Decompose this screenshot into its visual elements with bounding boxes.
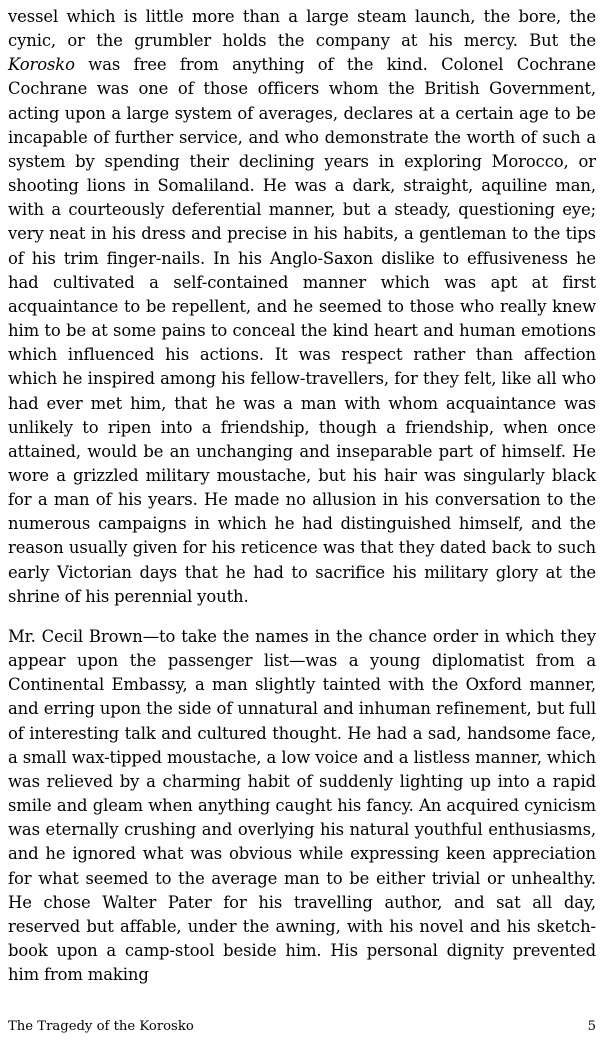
paragraph-text: Mr. Cecil Brown—to take the names in the chance order in which they appear upon the passenger list—was a young diplomatist from a Continental Embassy, a man slightly tainted with the Oxford manner, and erring upon the side of unnatural and inhuman refinement, but full of interesting talk and cultured thought. He had a sad, handsome face, a small wax-tipped moustache, a low voice and a listless manner, which was relieved by a charming habit of suddenly lighting up into a rapid smile and gleam when anything caught his fancy. An acquired cynicism was eternally crushing and overlying his natural youthful enthusiasms, and he ignored what was obvious while expressing keen appreciation for what seemed to the average man to be either trivial or unhealthy. He chose Walter Pater for his travelling author, and sat all day, reserved but affable, under the awning, with his novel and his sketch-book upon a camp-stool beside him. His personal dignity prevented him from making — [8, 627, 596, 985]
paragraph-colonel-cochrane — [8, 5, 596, 609]
paragraph-text-end: was free from anything of the kind. Colonel Cochrane Cochrane was one of those officers whom the British Government, acting upon a large system of averages, declares at a certain age to be incapable of further service, and who demonstrate the worth of such a system by spending their declining years in exploring Morocco, or shooting lions in Somaliland. He was a dark, straight, aquiline man, with a courteously deferential manner, but a steady, questioning eye; very neat in his dress and precise in his habits, a gentleman to the tips of his trim finger-nails. In his Anglo-Saxon dislike to effusiveness he had cultivated a self-contained manner which was apt at first acquaintance to be repellent, and he seemed to those who really knew him to be at some pains to conceal the kind heart and human emotions which influenced his actions. It was respect rather than affection which he inspired among his fellow-travellers, for they felt, like all who had ever met him, that he was a man with whom acquaintance was unlikely to ripen into a friendship, though a friendship, when once attained, would be an unchanging and inseparable part of himself. He wore a grizzled military moustache, but his hair was singularly black for a man of his years. He made no allusion in his conversation to the numerous campaigns in which he had distinguished himself, and the reason usually given for his reticence was that they dated back to such early Victorian days that he had to sacrifice his military glory at the shrine of his perennial youth. — [8, 55, 596, 606]
book-page — [8, 0, 596, 1052]
page-number: 5 — [587, 1019, 596, 1034]
page-footer — [8, 1016, 596, 1038]
paragraph-text-start: vessel which is little more than a large steam launch, the bore, the cynic, or the grumbler holds the company at his mercy. But the — [8, 7, 596, 51]
ship-name-emphasis: Korosko — [8, 55, 75, 75]
paragraph-text — [8, 5, 596, 609]
paragraph-cecil-brown — [8, 625, 596, 987]
running-footer-title: The Tragedy of the Korosko — [8, 1019, 194, 1034]
